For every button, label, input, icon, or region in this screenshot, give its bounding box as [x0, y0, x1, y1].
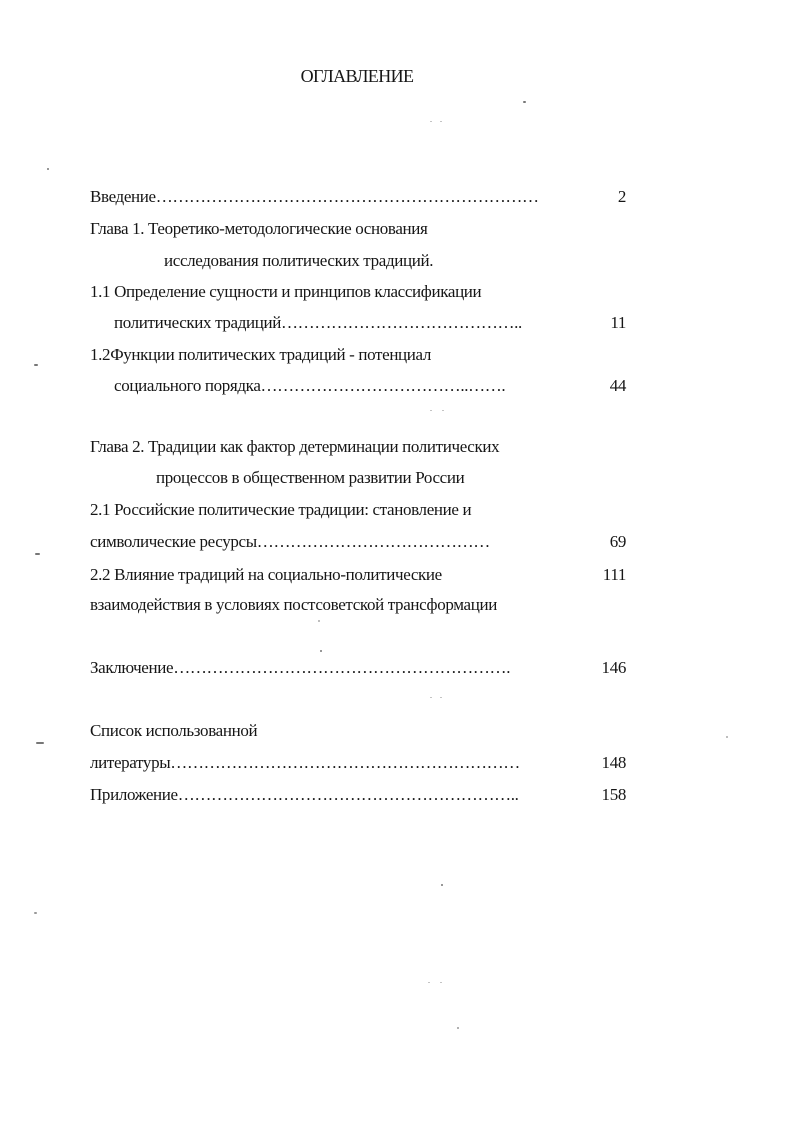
- toc-section-1-2-cont: социального порядка………………………………..…….: [114, 376, 506, 395]
- toc-page-2-1: 69: [609, 532, 626, 551]
- toc-section-1-1: 1.1 Определение сущности и принципов классификации: [90, 282, 482, 301]
- scan-speck: [320, 650, 322, 652]
- toc-entry-bibliography-cont: литературы………………………………………………………: [90, 753, 520, 772]
- toc-chapter2-title-cont: процессов в общественном развитии России: [156, 468, 465, 487]
- toc-entry-intro: Введение……………………………………………………………: [90, 187, 539, 206]
- scan-speck: [35, 553, 40, 555]
- scan-speck: [34, 364, 38, 366]
- toc-page-bibliography: 148: [601, 753, 626, 772]
- toc-section-2-2-cont: взаимодействия в условиях постсоветской трансформации: [90, 595, 497, 614]
- toc-entry-appendix: Приложение……………………………………………………..: [90, 785, 519, 804]
- toc-page-2-2: 111: [602, 565, 626, 584]
- toc-page-intro: 2: [617, 187, 626, 206]
- toc-entry-conclusion: Заключение…………………………………………………….: [90, 658, 511, 677]
- toc-section-2-1: 2.1 Российские политические традиции: становление и: [90, 500, 472, 519]
- scan-speck: [523, 101, 526, 103]
- toc-section-1-2: 1.2Функции политических традиций - потенциал: [90, 345, 432, 364]
- toc-page-1-1: 11: [610, 313, 626, 332]
- toc-section-2-2: 2.2 Влияние традиций на социально-политические: [90, 565, 442, 584]
- toc-section-1-1-cont: политических традиций……………………………………..: [114, 313, 522, 332]
- toc-page-conclusion: 146: [601, 658, 626, 677]
- page-title: ОГЛАВЛЕНИЕ: [300, 66, 414, 86]
- toc-entry-bibliography: Список использованной: [90, 721, 258, 740]
- toc-chapter1-title: Глава 1. Теоретико-методологические основания: [90, 219, 428, 238]
- scan-speck: [440, 982, 442, 983]
- scan-speck: [457, 1027, 459, 1029]
- scan-speck: [726, 736, 728, 738]
- scan-speck: [430, 697, 432, 698]
- toc-section-2-1-cont: символические ресурсы……………………………………: [90, 532, 490, 551]
- scan-speck: [430, 121, 432, 122]
- scan-speck: [442, 410, 444, 411]
- scan-speck: [441, 884, 443, 886]
- toc-page-1-2: 44: [609, 376, 626, 395]
- toc-chapter1-title-cont: исследования политических традиций.: [164, 251, 434, 270]
- scan-speck: [34, 912, 37, 914]
- scan-speck: [36, 742, 44, 744]
- scan-speck: [430, 410, 432, 411]
- toc-chapter2-title: Глава 2. Традиции как фактор детерминации политических: [90, 437, 500, 456]
- scan-speck: [47, 168, 49, 170]
- scan-speck: [428, 982, 430, 983]
- scan-speck: [318, 620, 320, 622]
- scan-speck: [440, 121, 442, 122]
- toc-page-appendix: 158: [601, 785, 626, 804]
- scan-speck: [440, 697, 442, 698]
